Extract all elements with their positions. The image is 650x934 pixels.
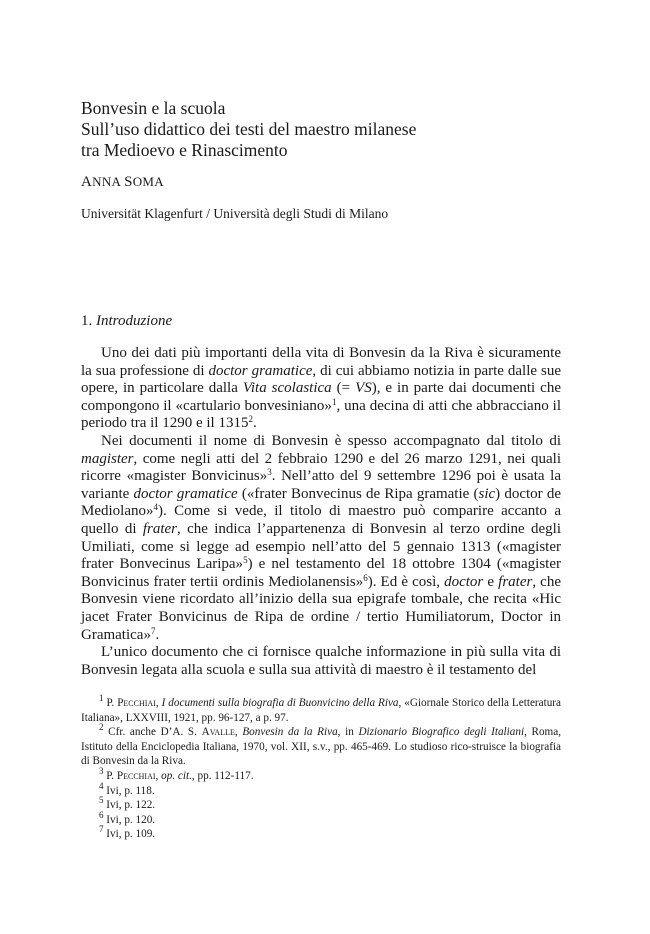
footnote-3: $^3$ P. Pecchiai, op. cit., pp. 112-117. bbox=[99, 765, 254, 782]
footnote-ref-1: 1 bbox=[331, 396, 337, 407]
paragraph-3: L’unico documento che ci fornisce qualche informazione in più sulla vita di Bonvesin legata alla scuola e sulla sua attività di maestro è il testamento del bbox=[81, 644, 561, 678]
title-line-2: Sull’uso didattico dei testi del maestro milanese bbox=[81, 119, 417, 139]
footnote-ref-2: 2 bbox=[248, 414, 253, 425]
body-text bbox=[81, 345, 561, 679]
article-title bbox=[81, 98, 561, 161]
author-name: ANNA SOMA bbox=[81, 174, 164, 190]
section-heading: 1. Introduzione bbox=[81, 313, 173, 329]
paragraph-1: Uno dei dati più importanti della vita di Bonvesin da la Riva è sicuramente la sua professione di doctor gramatice, di cui abbiamo notizia in parte dalle sue opere, in particolare dalla Vita scolastica (= VS), e in parte dai documenti che compongono il «cartulario bonvesiniano»$^1$, una decina di atti che abbracciano il periodo tra il 1290 e il 1315$^2$. bbox=[81, 345, 561, 432]
footnote-1: $^1$ P. Pecchiai, I documenti sulla biografia di Buonvicino della Riva, «Giornale Storico della Letteratura Italiana», LXXVIII, 1921, pp. 96-127, a p. 97. bbox=[81, 693, 561, 724]
footnote-4: $^4$ Ivi, p. 118. bbox=[99, 780, 155, 797]
footnote-ref-4: 4 bbox=[153, 502, 158, 513]
footnote-ref-3: 3 bbox=[267, 467, 272, 478]
footnote-ref-6: 6 bbox=[363, 572, 368, 583]
paragraph-2: Nei documenti il nome di Bonvesin è spesso accompagnato dal titolo di magister, come negli atti del 2 febbraio 1290 e del 26 marzo 1291, nei quali ricorre «magister Bonvicinus»$^3$. Nell’atto del 9 settembre 1296 poi è usata la variante doctor gramatice («frater Bonvecinus de Ripa gramatie (sic) doctor de Mediolano»$^4$). Come si vede, il titolo di maestro può comparire accanto a quello di frater, che indica l’appartenenza di Bonvesin al terzo ordine degli Umiliati, come si legge ad esempio nell’atto del 5 gennaio 1313 («magister frater Bonvecinus Laripa»$^5$) e nel testamento del 18 ottobre 1304 («magister Bonvicinus frater tertii ordinis Mediolanensis»$^6$). Ed è così, doctor e frater, che Bonvesin viene ricordato all’inizio della sua epigrafe tombale, che recita «Hic jacet Frater Bonvicinus de Ripa de ordine / tertio Humiliatorum, Doctor in Gramatica»$^7$. bbox=[81, 432, 561, 643]
title-line-1: Bonvesin e la scuola bbox=[81, 98, 226, 118]
footnotes bbox=[81, 693, 562, 842]
footnote-7: $^7$ Ivi, p. 109. bbox=[99, 824, 156, 841]
title-line-3: tra Medioevo e Rinascimento bbox=[81, 140, 288, 160]
footnote-5: $^5$ Ivi, p. 122. bbox=[99, 795, 156, 812]
footnote-ref-5: 5 bbox=[243, 555, 248, 566]
footnote-6: $^6$ Ivi, p. 120. bbox=[99, 809, 156, 826]
footnote-ref-7: 7 bbox=[150, 625, 156, 636]
author-affiliation: Universität Klagenfurt / Università degli Studi di Milano bbox=[81, 206, 389, 221]
footnote-2: $^2$ Cfr. anche D’A. S. Avalle, Bonvesin da la Riva, in Dizionario Biografico degli Italiani, Roma, Istituto della Enciclopedia Italiana, 1970, vol. XII, s.v., pp. 465-469. Lo studioso rico-struisce la biografia di Bonvesin da la Riva. bbox=[81, 722, 562, 768]
